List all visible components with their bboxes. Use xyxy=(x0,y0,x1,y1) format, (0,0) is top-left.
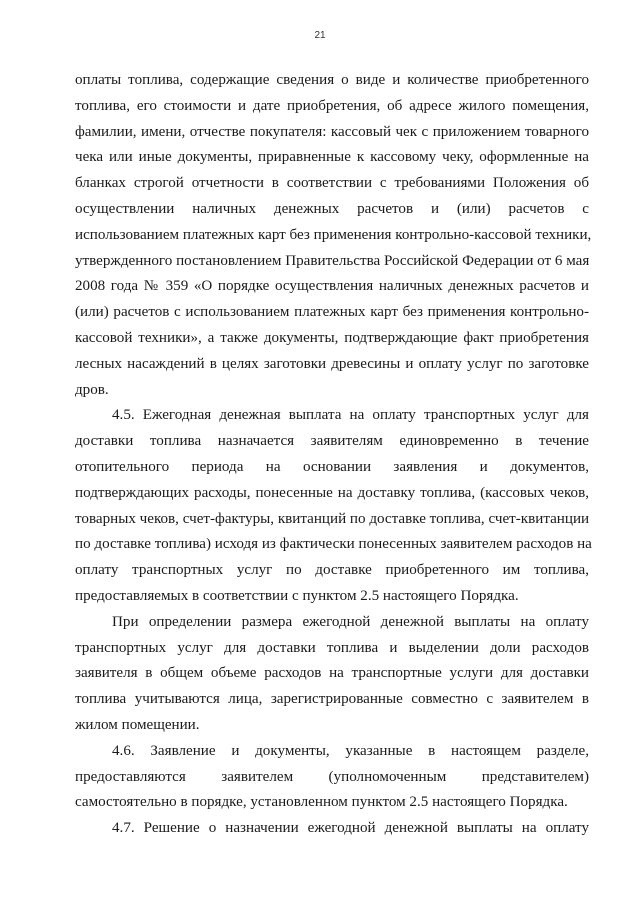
text-line: оплаты топлива, содержащие сведения о виде и количестве приобретенного xyxy=(75,72,589,88)
text-line: товарных чеков, счет-фактуры, квитанций по доставке топлива, счет-квитанции xyxy=(75,510,590,527)
text-line: транспортных услуг для доставки топлива и выделении доли расходов xyxy=(75,639,589,656)
text-line: чека или иные документы, приравненные к кассовому чеку, оформленные на xyxy=(75,149,589,166)
text-line: доставки топлива назначается заявителям единовременно в течение xyxy=(75,433,589,450)
text-line: заявителя в общем объеме расходов на транспортные услуги для доставки xyxy=(75,665,589,682)
text-line: осуществлении наличных денежных расчетов и (или) расчетов с xyxy=(75,200,589,217)
text-line: отопительного периода на основании заявления и документов, xyxy=(75,458,589,475)
text-line: 4.5. Ежегодная денежная выплата на оплату транспортных услуг для xyxy=(112,407,589,424)
text-line: подтверждающих расходы, понесенные на доставку топлива, (кассовых чеков, xyxy=(75,484,589,501)
text-line: лесных насаждений в целях заготовки древесины и оплату услуг по заготовке xyxy=(75,355,589,372)
text-line: кассовой техники», а также документы, подтверждающие факт приобретения xyxy=(75,329,589,346)
text-line: утвержденного постановлением Правительства Российской Федерации от 6 мая xyxy=(75,252,590,269)
text-line: топлива, его стоимости и дате приобретения, об адресе жилого помещения, xyxy=(75,97,589,114)
text-line: оплату транспортных услуг по доставке приобретенного им топлива, xyxy=(75,562,589,579)
text-line: бланках строгой отчетности в соответствии с требованиями Положения об xyxy=(75,175,589,192)
text-line: предоставляются заявителем (уполномоченным представителем) xyxy=(75,768,589,785)
document-body xyxy=(75,68,592,842)
text-line: фамилии, имени, отчестве покупателя: кассовый чек с приложением товарного xyxy=(75,123,589,140)
text-line: 4.7. Решение о назначении ежегодной денежной выплаты на оплату xyxy=(112,820,589,837)
text-line: использованием платежных карт без применения контрольно-кассовой техники, xyxy=(75,226,592,243)
text-line: (или) расчетов с использованием платежных карт без применения контрольно- xyxy=(75,304,589,321)
text-line: 2008 года № 359 «О порядке осуществления наличных денежных расчетов и xyxy=(75,278,589,295)
text-line: предоставляемых в соответствии с пунктом 2.5 настоящего Порядка. xyxy=(75,587,519,604)
text-line: 4.6. Заявление и документы, указанные в настоящем разделе, xyxy=(112,742,589,759)
text-line: по доставке топлива) исходя из фактически понесенных заявителем расходов на xyxy=(75,536,592,553)
page-number: 21 xyxy=(314,30,326,41)
text-line: При определении размера ежегодной денежной выплаты на оплату xyxy=(112,613,589,630)
text-line: жилом помещении. xyxy=(75,716,200,733)
text-line: дров. xyxy=(75,381,109,398)
text-line: топлива учитываются лица, зарегистрированные совместно с заявителем в xyxy=(75,691,589,708)
text-line: самостоятельно в порядке, установленном пунктом 2.5 настоящего Порядка. xyxy=(75,794,568,811)
